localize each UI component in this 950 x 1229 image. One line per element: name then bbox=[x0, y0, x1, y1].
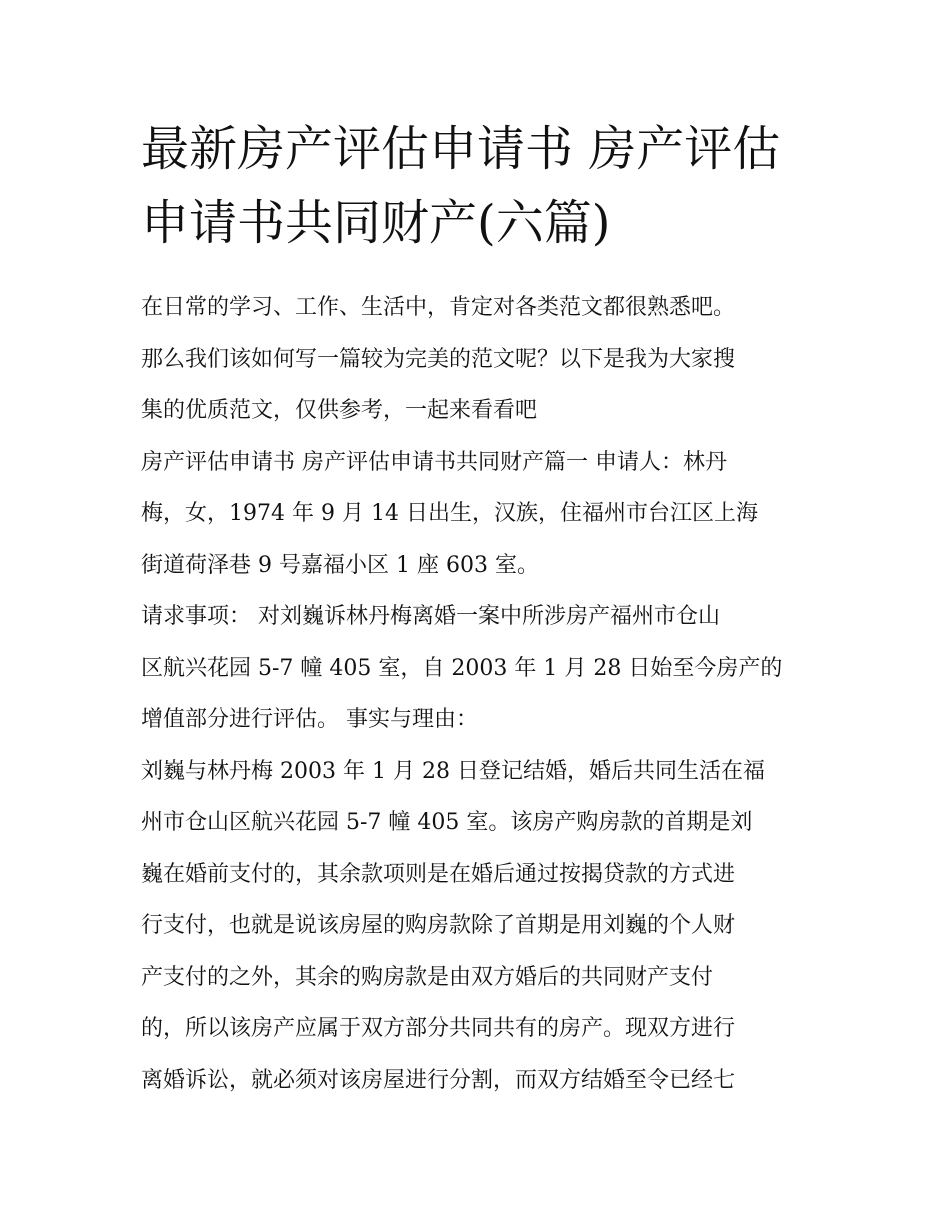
body-text-line: 离婚诉讼，就必须对该房屋进行分割，而双方结婚至令已经七 bbox=[141, 1067, 736, 1093]
body-text-line: 增值部分进行评估。 事实与理由： bbox=[141, 707, 478, 732]
body-text-line: 在日常的学习、工作、生活中，肯定对各类范文都很熟悉吧。 bbox=[141, 295, 736, 320]
body-text-line: 的，所以该房产应属于双方部分共同共有的房产。现双方进行 bbox=[141, 1016, 736, 1041]
body-text-line: 刘巍与林丹梅 2003 年 1 月 28 日登记结婚，婚后共同生活在福 bbox=[141, 758, 765, 784]
body-text-line: 区航兴花园 5-7 幢 405 室，自 2003 年 1 月 28 日始至今房产的 bbox=[141, 655, 783, 681]
document-body bbox=[141, 282, 813, 1106]
title-line: 申请书共同财产(六篇) bbox=[141, 195, 611, 251]
body-text-line: 产支付的之外，其余的购房款是由双方婚后的共同财产支付 bbox=[141, 964, 714, 990]
body-text-line: 房产评估申请书 房产评估申请书共同财产篇一 申请人：林丹 bbox=[141, 449, 727, 475]
document-title bbox=[141, 112, 813, 260]
body-text-line: 州市仓山区航兴花园 5-7 幢 405 室。该房产购房款的首期是刘 bbox=[141, 810, 753, 835]
body-text-line: 街道荷泽巷 9 号嘉福小区 1 座 603 室。 bbox=[141, 552, 539, 578]
document-content bbox=[141, 112, 813, 1106]
body-text-line: 集的优质范文，仅供参考，一起来看看吧 bbox=[141, 398, 538, 423]
body-text-line: 梅，女，1974 年 9 月 14 日出生，汉族，住福州市台江区上海 bbox=[141, 501, 758, 526]
body-text-line: 请求事项： 对刘巍诉林丹梅离婚一案中所涉房产福州市仓山 bbox=[141, 604, 720, 629]
body-text-line: 巍在婚前支付的，其余款项则是在婚后通过按揭贷款的方式进 bbox=[141, 861, 736, 887]
body-text-line: 那么我们该如何写一篇较为完美的范文呢？以下是我为大家搜 bbox=[141, 346, 736, 372]
body-text-line: 行支付，也就是说该房屋的购房款除了首期是用刘巍的个人财 bbox=[141, 913, 736, 938]
title-line: 最新房产评估申请书 房产评估 bbox=[141, 121, 781, 177]
